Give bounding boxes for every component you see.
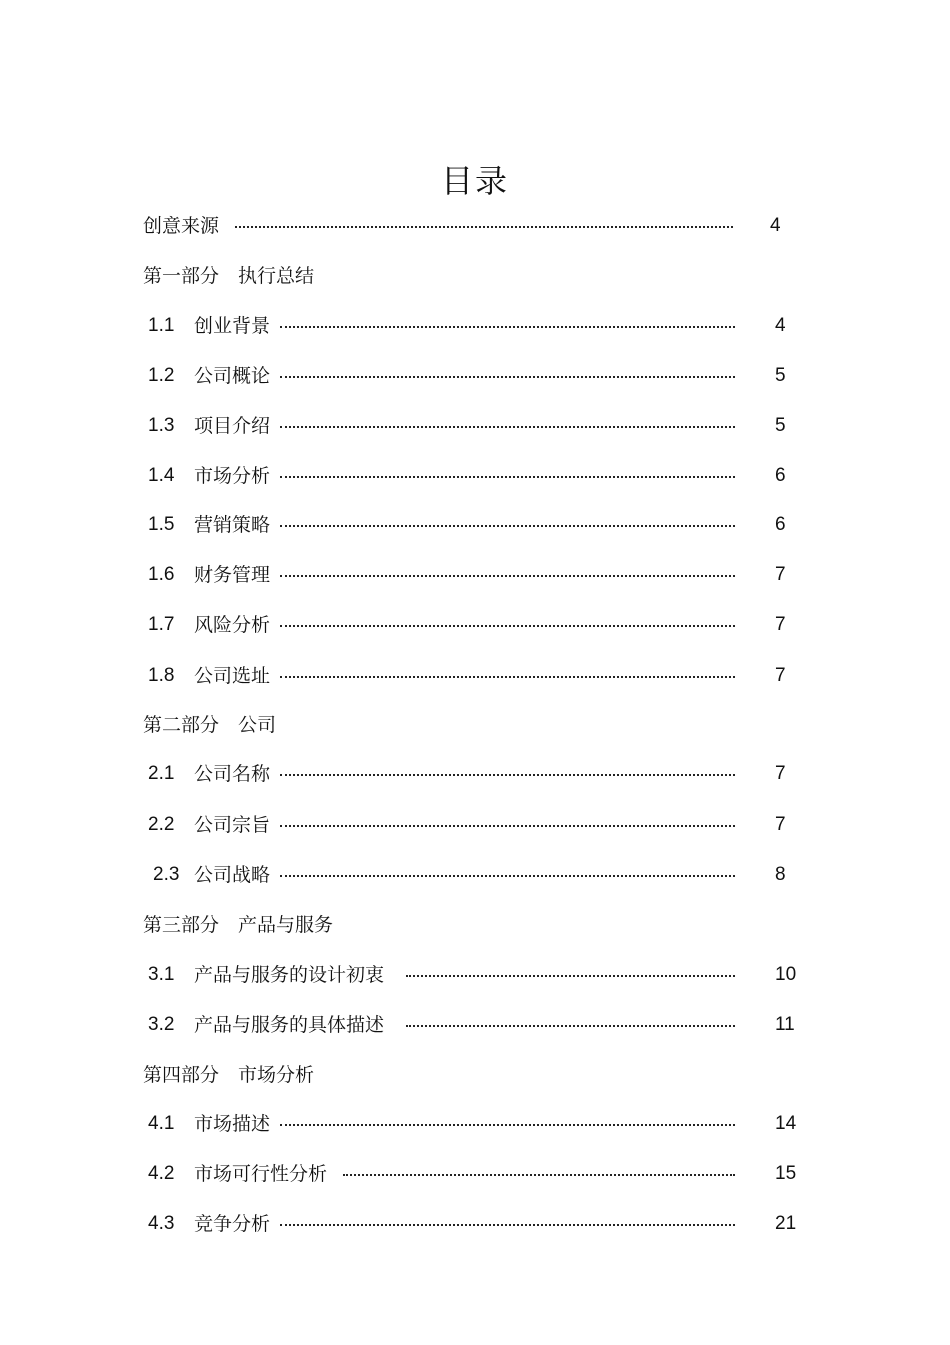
leader-dots bbox=[280, 323, 735, 328]
leader-dots bbox=[280, 473, 735, 478]
toc-page-number: 7 bbox=[775, 763, 786, 784]
page-title: 目录 bbox=[440, 162, 509, 200]
toc-entry-label: 竞争分析 bbox=[194, 1213, 271, 1235]
toc-entry[interactable] bbox=[143, 611, 843, 639]
toc-entry[interactable] bbox=[143, 362, 843, 390]
toc-page-number: 4 bbox=[775, 315, 786, 336]
toc-page-number: 8 bbox=[775, 864, 786, 885]
leader-dots bbox=[280, 572, 735, 577]
toc-entry[interactable] bbox=[143, 861, 843, 889]
toc-entry-number: 2.2 bbox=[148, 814, 175, 835]
toc-page-number: 7 bbox=[775, 614, 786, 635]
leader-dots bbox=[280, 771, 735, 776]
toc-entry[interactable] bbox=[143, 1210, 843, 1238]
toc-entry-number: 1.1 bbox=[148, 315, 175, 336]
toc-entry-number: 1.5 bbox=[148, 514, 175, 535]
toc-page-number: 6 bbox=[775, 465, 786, 486]
toc-entry-number: 4.2 bbox=[148, 1163, 175, 1184]
toc-entry-label: 创业背景 bbox=[194, 315, 271, 337]
section-heading-label: 第二部分 公司 bbox=[143, 714, 277, 736]
toc-entry-label: 财务管理 bbox=[194, 564, 271, 586]
toc-entry[interactable] bbox=[143, 961, 843, 989]
toc-entry-label: 风险分析 bbox=[194, 614, 271, 636]
toc-page-number: 10 bbox=[775, 964, 797, 985]
toc-section-heading[interactable] bbox=[143, 1061, 843, 1089]
toc-entry[interactable] bbox=[143, 462, 843, 490]
toc-entry[interactable] bbox=[143, 312, 843, 340]
toc-section-heading[interactable] bbox=[143, 711, 843, 739]
toc-entry[interactable] bbox=[143, 1110, 843, 1138]
toc-page-number: 7 bbox=[775, 814, 786, 835]
leader-dots bbox=[235, 223, 733, 228]
toc-entry[interactable] bbox=[143, 1011, 843, 1039]
toc-entry[interactable] bbox=[143, 662, 843, 690]
toc-entry-label: 创意来源 bbox=[143, 215, 220, 237]
leader-dots bbox=[406, 972, 735, 977]
toc-entry-number: 1.4 bbox=[148, 465, 175, 486]
toc-entry-number: 4.1 bbox=[148, 1113, 175, 1134]
toc-entry-label: 项目介绍 bbox=[194, 415, 271, 437]
toc-entry-number: 2.3 bbox=[153, 864, 180, 885]
toc-page-number: 21 bbox=[775, 1213, 797, 1234]
toc-entry-label: 公司战略 bbox=[194, 864, 271, 886]
leader-dots bbox=[280, 673, 735, 678]
toc-entry-intro[interactable] bbox=[143, 212, 843, 240]
toc-page-number: 7 bbox=[775, 665, 786, 686]
leader-dots bbox=[280, 1221, 735, 1226]
toc-entry-number: 1.6 bbox=[148, 564, 175, 585]
toc-section-heading[interactable] bbox=[143, 262, 843, 290]
toc-entry-label: 公司概论 bbox=[194, 365, 271, 387]
toc-entry[interactable] bbox=[143, 511, 843, 539]
toc-entry[interactable] bbox=[143, 1160, 843, 1188]
toc-entry-number: 1.7 bbox=[148, 614, 175, 635]
leader-dots bbox=[280, 423, 735, 428]
leader-dots bbox=[280, 622, 735, 627]
leader-dots bbox=[280, 872, 735, 877]
leader-dots bbox=[406, 1022, 735, 1027]
leader-dots bbox=[280, 522, 735, 527]
toc-entry-label: 产品与服务的设计初衷 bbox=[194, 964, 385, 986]
toc-entry-label: 市场描述 bbox=[194, 1113, 271, 1135]
toc-entry-number: 4.3 bbox=[148, 1213, 175, 1234]
toc-page-number: 5 bbox=[775, 415, 786, 436]
toc-entry-label: 公司选址 bbox=[194, 665, 271, 687]
toc-entry-label: 市场分析 bbox=[194, 465, 271, 487]
toc-page-number: 11 bbox=[775, 1014, 795, 1035]
toc-entry-label: 公司宗旨 bbox=[194, 814, 271, 836]
toc-entry[interactable] bbox=[143, 412, 843, 440]
toc-entry[interactable] bbox=[143, 561, 843, 589]
toc-entry-label: 公司名称 bbox=[194, 763, 271, 785]
toc-entry-number: 3.2 bbox=[148, 1014, 175, 1035]
toc-section-heading[interactable] bbox=[143, 911, 843, 939]
toc-entry-number: 2.1 bbox=[148, 763, 175, 784]
section-heading-label: 第四部分 市场分析 bbox=[143, 1064, 315, 1086]
toc-entry-label: 市场可行性分析 bbox=[194, 1163, 328, 1185]
leader-dots bbox=[343, 1171, 735, 1176]
section-heading-label: 第三部分 产品与服务 bbox=[143, 914, 334, 936]
toc-page-number: 15 bbox=[775, 1163, 797, 1184]
toc-entry-label: 营销策略 bbox=[194, 514, 271, 536]
toc-page-number: 4 bbox=[770, 215, 781, 236]
leader-dots bbox=[280, 1121, 735, 1126]
leader-dots bbox=[280, 822, 735, 827]
toc-entry-number: 1.3 bbox=[148, 415, 175, 436]
toc-entry-label: 产品与服务的具体描述 bbox=[194, 1014, 385, 1036]
section-heading-label: 第一部分 执行总结 bbox=[143, 265, 315, 287]
toc-page-number: 5 bbox=[775, 365, 786, 386]
toc-entry-number: 1.8 bbox=[148, 665, 175, 686]
toc-page-number: 7 bbox=[775, 564, 786, 585]
toc-entry-number: 1.2 bbox=[148, 365, 175, 386]
toc-entry[interactable] bbox=[143, 811, 843, 839]
toc-page-number: 6 bbox=[775, 514, 786, 535]
leader-dots bbox=[280, 373, 735, 378]
toc-entry[interactable] bbox=[143, 760, 843, 788]
toc-page-number: 14 bbox=[775, 1113, 797, 1134]
toc-entry-number: 3.1 bbox=[148, 964, 175, 985]
